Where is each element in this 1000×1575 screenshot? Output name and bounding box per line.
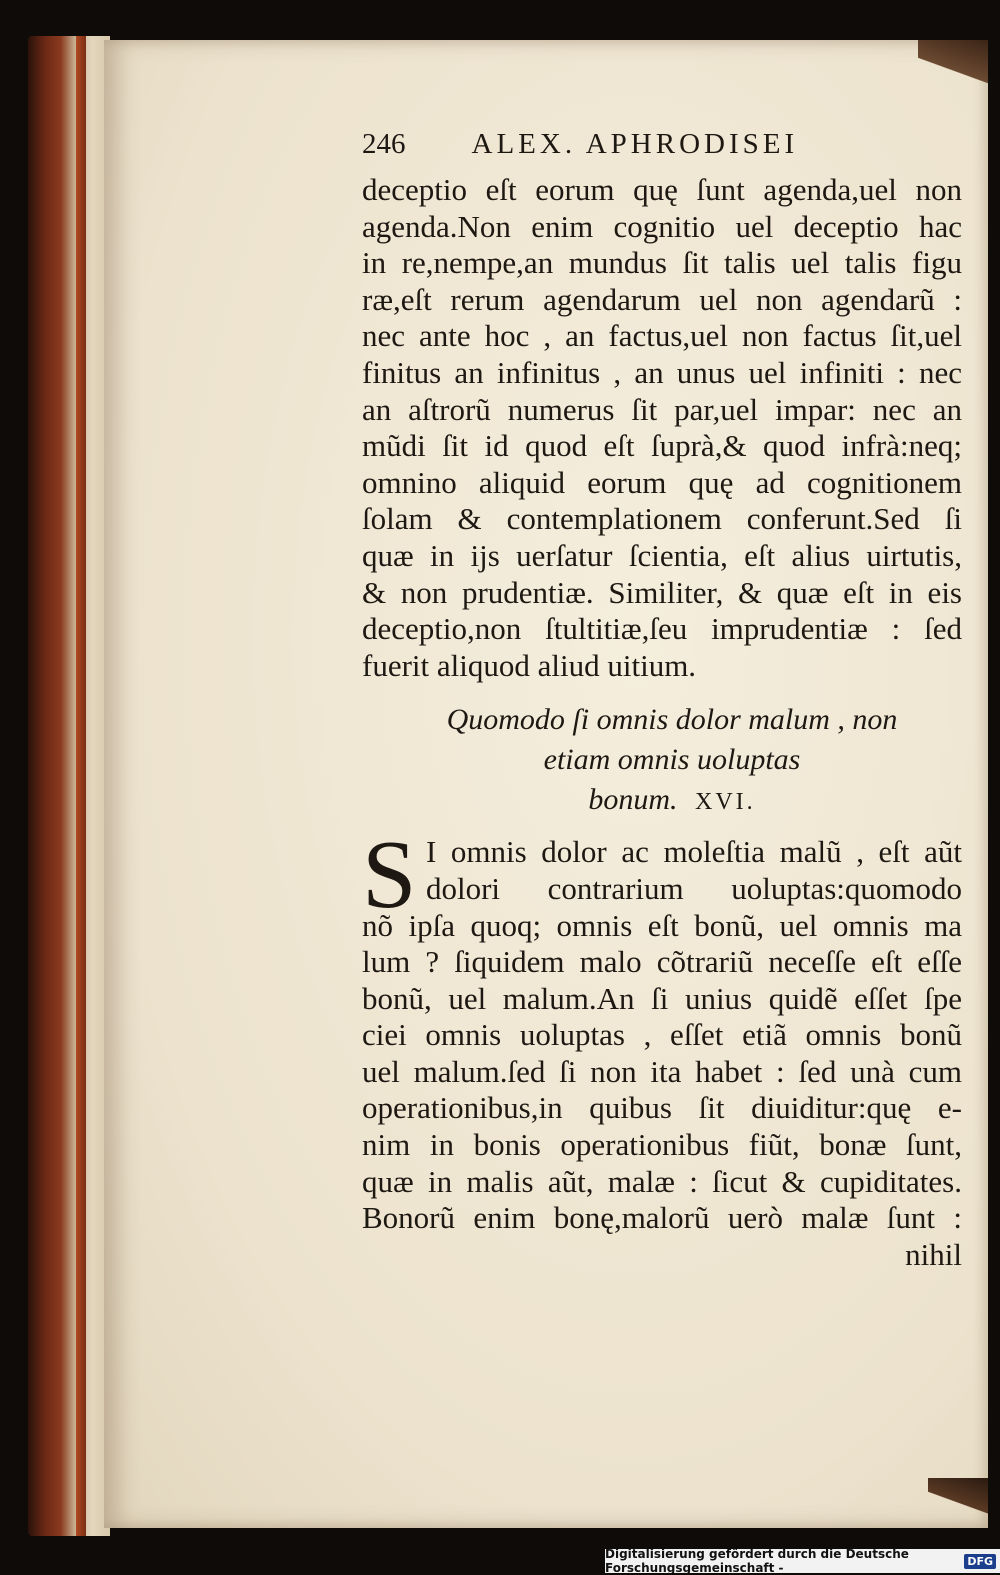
heading-line: Quomodo ſi omnis dolor malum , non — [446, 703, 898, 737]
heading-line — [382, 780, 962, 820]
text-line: omnino aliquid eorum quę ad cognitionem — [362, 464, 962, 500]
chapter-number: XVI. — [695, 789, 756, 816]
footer-text: Digitalisierung gefördert durch die Deutsche Forschungsgemeinschaft - — [605, 1547, 909, 1575]
text-line: quæ in ijs uerſatur ſcientia, eſt alius uirtutis, — [362, 537, 962, 573]
text-line: lum ? ſiquidem malo cõtrariũ neceſſe eſt eſſe — [362, 944, 962, 980]
text-line: ciei omnis uoluptas , eſſet etiã omnis bonũ — [362, 1017, 962, 1053]
text-line: & non prudentiæ. Similiter, & quæ eſt in eis — [362, 574, 962, 610]
text-line: uel malum.ſed ſi non ita habet : ſed unà cum — [362, 1053, 962, 1089]
page-corner-bottom — [928, 1478, 988, 1528]
text-line: I omnis dolor ac moleſtia malũ , eſt aũt — [426, 834, 962, 870]
text-line: fuerit aliquod aliud uitium. — [362, 647, 697, 683]
text-line: deceptio,non ſtultitiæ,ſeu imprudentiæ : ſed — [362, 611, 962, 647]
text-line: Bonorũ enim bonę,malorũ uerò malæ ſunt : — [362, 1200, 962, 1236]
page-corner — [918, 40, 988, 86]
text-line: agenda.Non enim cognitio uel deceptio hac — [362, 208, 962, 244]
text-line: dolori contrarium uoluptas:quomodo — [426, 870, 962, 906]
heading-line-text: bonum. — [588, 783, 678, 817]
text-line: deceptio eſt eorum quę ſunt agenda,uel non — [362, 172, 962, 207]
drop-capital: S — [362, 821, 417, 930]
text-line: operationibus,in quibus ſit diuiditur:quę e- — [362, 1090, 962, 1126]
dfg-logo: DFG — [964, 1554, 996, 1569]
running-title: ALEX. APHRODISEI — [471, 128, 799, 160]
chapter-heading — [362, 700, 962, 820]
text-block — [362, 128, 962, 1273]
page-number: 246 — [362, 128, 406, 160]
text-line: quæ in malis aũt, malæ : ſicut & cupiditates. — [362, 1163, 962, 1199]
book-edge — [28, 36, 110, 1536]
text-line: ſolam & contemplationem conferunt.Sed ſi — [362, 501, 962, 537]
paragraph-1 — [362, 172, 962, 684]
text-line: nõ ipſa quoq; omnis eſt bonũ, uel omnis ma — [362, 907, 962, 943]
text-line: ræ,eſt rerum agendarum uel non agendarũ : — [362, 281, 962, 317]
text-line: in re,nempe,an mundus ſit talis uel talis figu — [362, 245, 962, 281]
catchword: nihil — [905, 1236, 962, 1272]
text-line: nim in bonis operationibus fiũt, bonæ ſunt, — [362, 1127, 962, 1163]
text-line: finitus an infinitus , an unus uel infiniti : nec — [362, 354, 962, 390]
paragraph-2 — [362, 821, 962, 1237]
text-line: mũdi ſit id quod eſt ſuprà,& quod infrà:neq; — [362, 428, 962, 464]
text-line: nec ante hoc , an factus,uel non factus ſit,uel — [362, 318, 962, 354]
running-header — [362, 128, 962, 172]
digitization-footer — [605, 1549, 1000, 1573]
text-line: bonũ, uel malum.An ſi unius quidẽ eſſet ſpe — [362, 980, 962, 1016]
text-line: an aſtrorũ numerus ſit par,uel impar: nec an — [362, 391, 962, 427]
heading-line: etiam omnis uoluptas — [543, 743, 801, 777]
